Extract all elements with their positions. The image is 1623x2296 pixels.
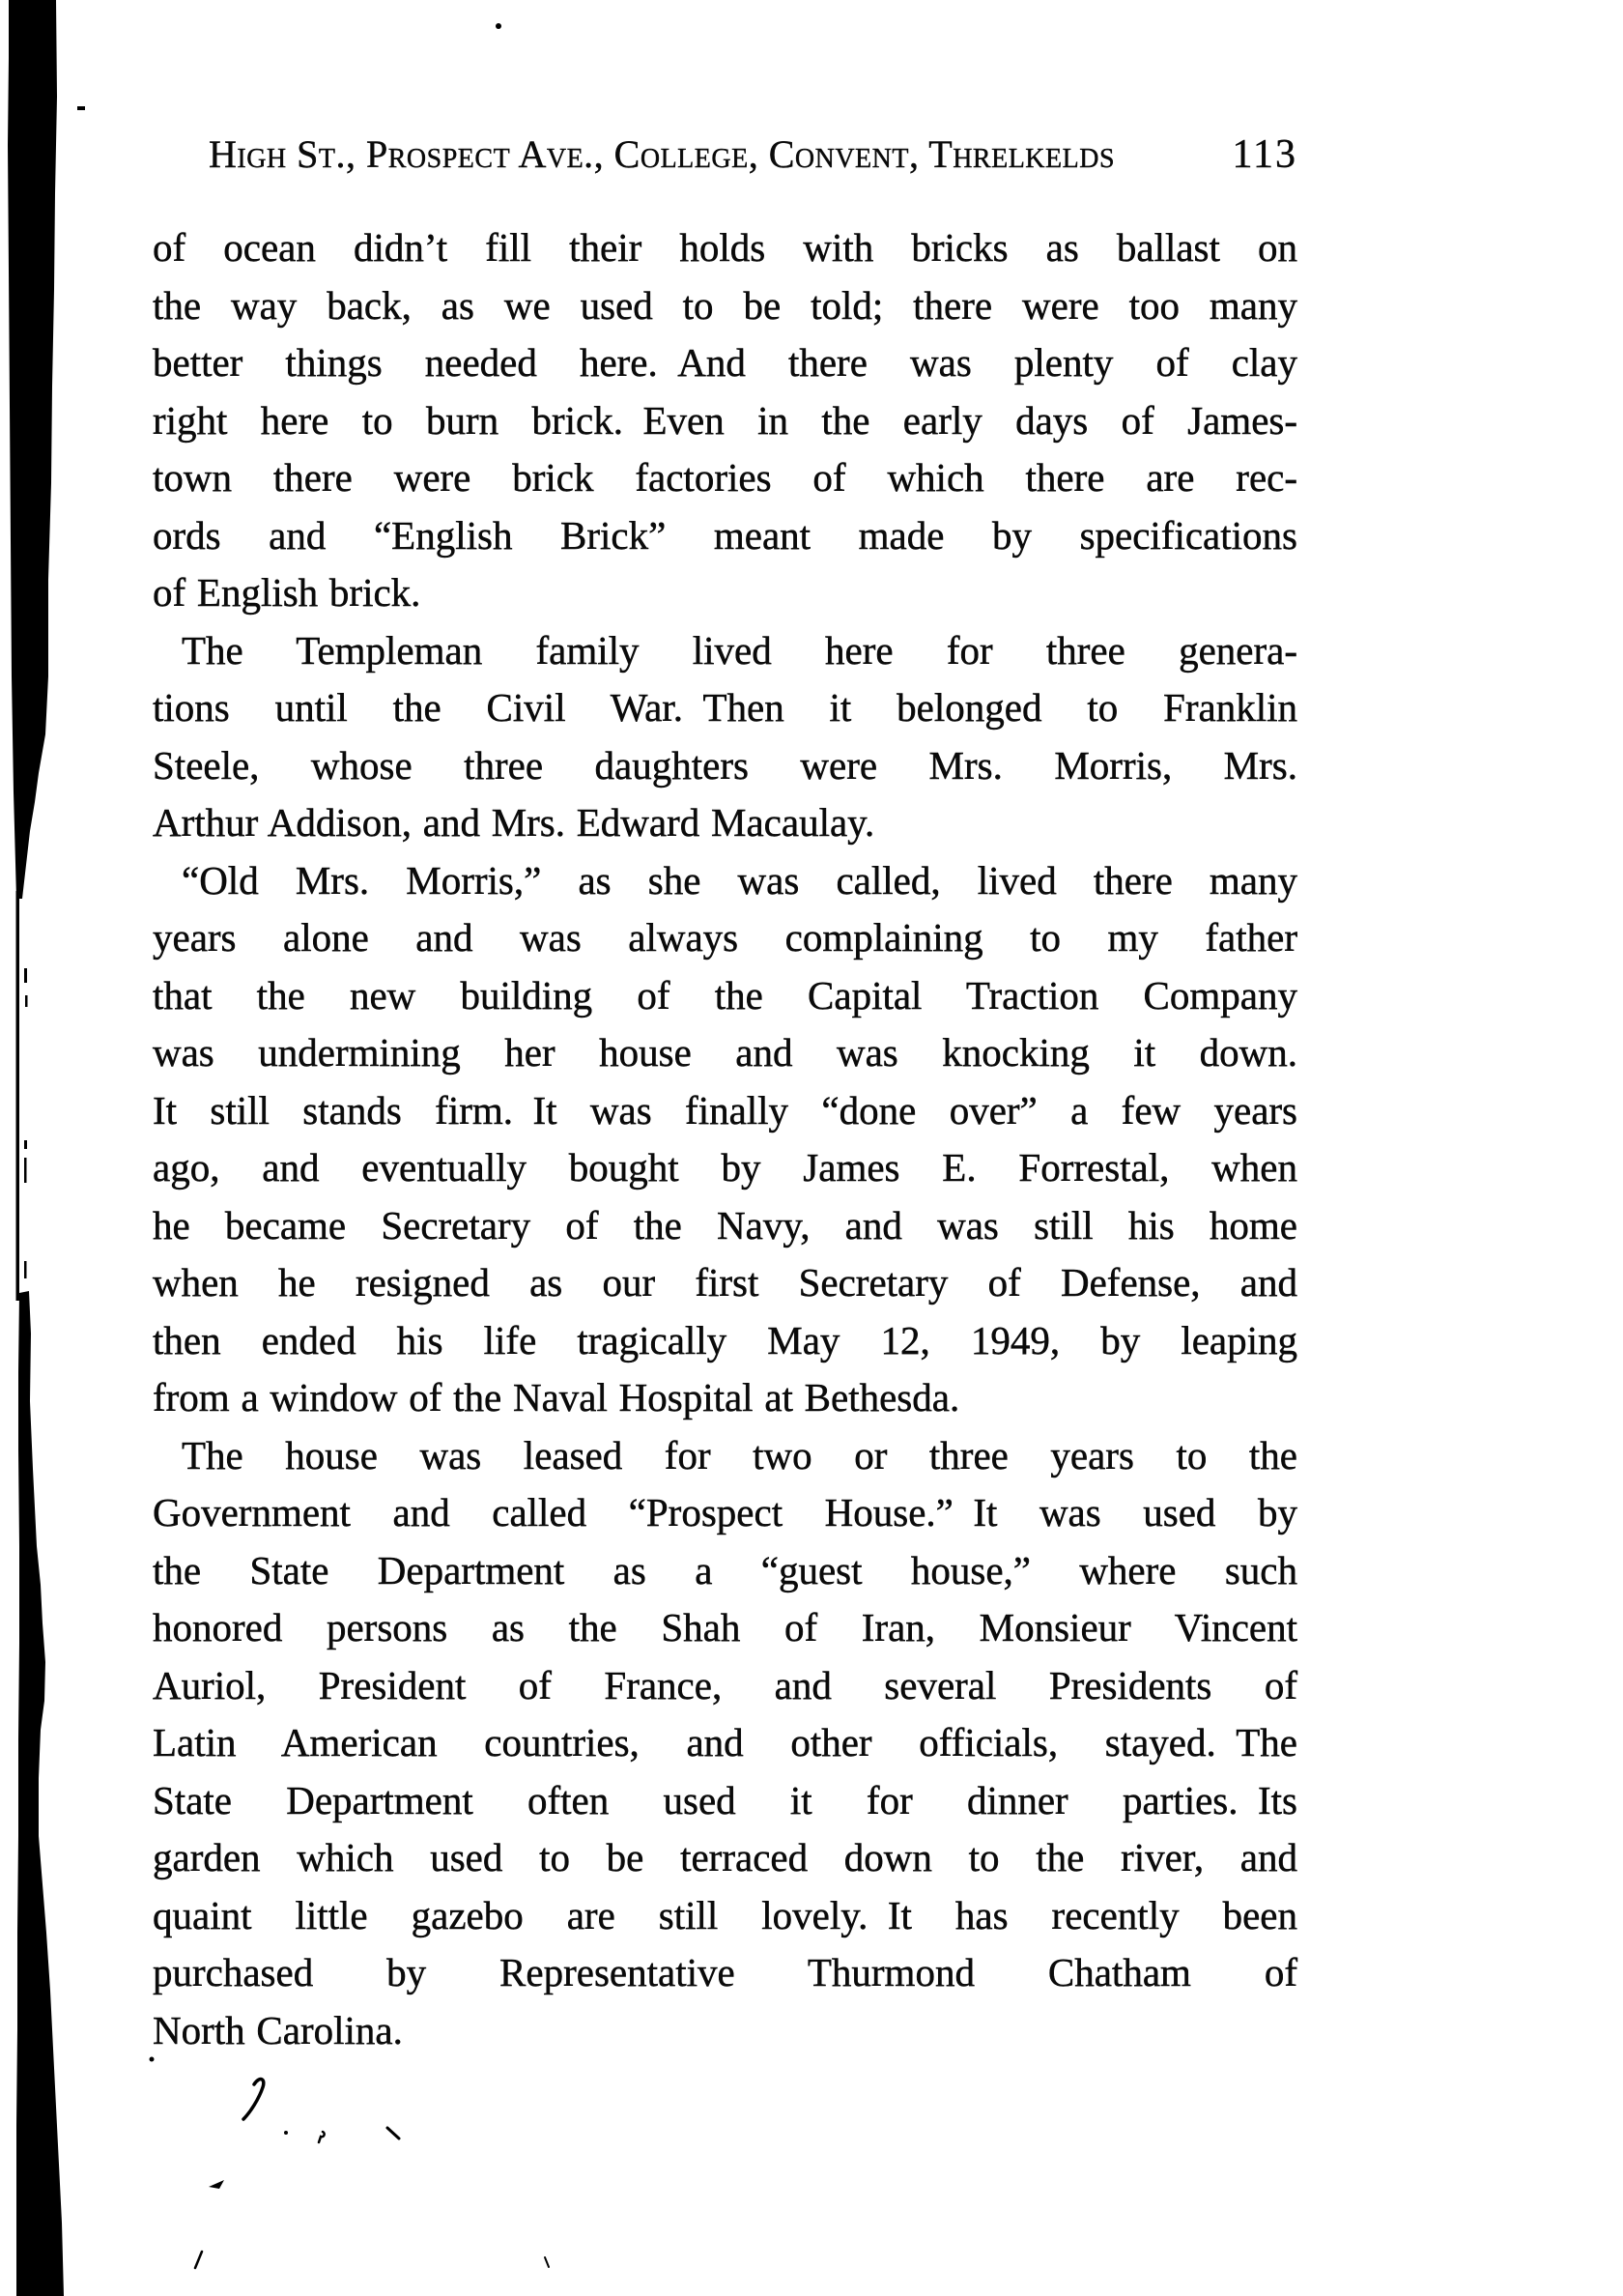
text-line: “Old Mrs. Morris,” as she was called, lived there many [182, 857, 1297, 903]
gutter-band-bottom [16, 1291, 64, 2296]
text-line: The house was leased for two or three years to the [182, 1432, 1297, 1478]
ink-speck [77, 106, 85, 110]
gutter-speck [24, 1140, 27, 1149]
text-line: Arthur Addison, and Mrs. Edward Macaulay. [153, 800, 875, 845]
paragraph [153, 219, 1297, 622]
text-line: Auriol, President of France, and several Presidents of [153, 1662, 1297, 1708]
ink-speck [496, 23, 501, 29]
text-line: ords and “English Brick” meant made by specifications [153, 512, 1297, 558]
text-line: honored persons as the Shah of Iran, Monsieur Vincent [153, 1605, 1297, 1650]
gutter-line-middle [16, 891, 20, 1301]
text-line: ago, and eventually bought by James E. Forrestal, when [153, 1145, 1297, 1190]
text-line: State Department often used it for dinner parties. Its [153, 1777, 1297, 1822]
gutter-speck [24, 1261, 27, 1278]
text-line: from a window of the Naval Hospital at Bethesda. [153, 1375, 960, 1420]
text-line: the State Department as a “guest house,” where such [153, 1547, 1297, 1593]
running-header-title: High St., Prospect Ave., College, Convent, Threlkelds [209, 132, 1116, 176]
ink-mark [209, 2180, 224, 2189]
text-line: right here to burn brick. Even in the early days of James- [153, 397, 1297, 443]
text-line: Latin American countries, and other officials, stayed. The [153, 1720, 1297, 1765]
gutter-band-top [8, 0, 57, 899]
text-line: It still stands firm. It was finally “done over” a few years [153, 1087, 1297, 1133]
text-line: town there were brick factories of which there are rec- [153, 455, 1297, 500]
gutter-speck [25, 995, 28, 1007]
text-line: then ended his life tragically May 12, 1949, by leaping [153, 1317, 1297, 1363]
text-line: garden which used to be terraced down to the river, and [153, 1835, 1297, 1880]
text-line: he became Secretary of the Navy, and was still his home [153, 1202, 1297, 1248]
paragraph [153, 622, 1297, 852]
gutter-speck [24, 1158, 27, 1183]
text-line: of English brick. [153, 570, 421, 615]
paragraph [153, 852, 1297, 1427]
text-line: when he resigned as our first Secretary of Defense, and [153, 1260, 1297, 1305]
text-line: tions until the Civil War. Then it belonged to Franklin [153, 685, 1297, 730]
text-line: North Carolina. [153, 2007, 403, 2052]
paragraph [153, 1427, 1297, 2060]
gutter-speck [24, 968, 27, 983]
ink-comma [319, 2132, 325, 2142]
ink-slash [195, 2252, 202, 2268]
pencil-squiggle [243, 2080, 264, 2119]
text-line: the way back, as we used to be told; there were too many [153, 282, 1297, 328]
page-text [153, 219, 1297, 2059]
text-line: years alone and was always complaining to my father [153, 915, 1297, 960]
text-line: purchased by Representative Thurmond Chatham of [153, 1950, 1297, 1995]
text-line: of ocean didn’t fill their holds with bricks as ballast on [153, 225, 1297, 270]
text-line: Government and called “Prospect House.” It was used by [153, 1490, 1297, 1535]
text-line: was undermining her house and was knocking it down. [153, 1030, 1297, 1075]
text-line: quaint little gazebo are still lovely. It has recently been [153, 1892, 1297, 1937]
ink-tick [387, 2128, 399, 2138]
page-number: 113 [1232, 132, 1297, 177]
text-line: that the new building of the Capital Traction Company [153, 972, 1297, 1018]
text-line: Steele, whose three daughters were Mrs. Morris, Mrs. [153, 742, 1297, 788]
running-header [209, 131, 1297, 178]
text-line: The Templeman family lived here for three genera- [182, 627, 1297, 673]
ink-speck [284, 2131, 288, 2135]
ink-tick [545, 2257, 549, 2267]
text-line: better things needed here. And there was plenty of clay [153, 340, 1297, 385]
